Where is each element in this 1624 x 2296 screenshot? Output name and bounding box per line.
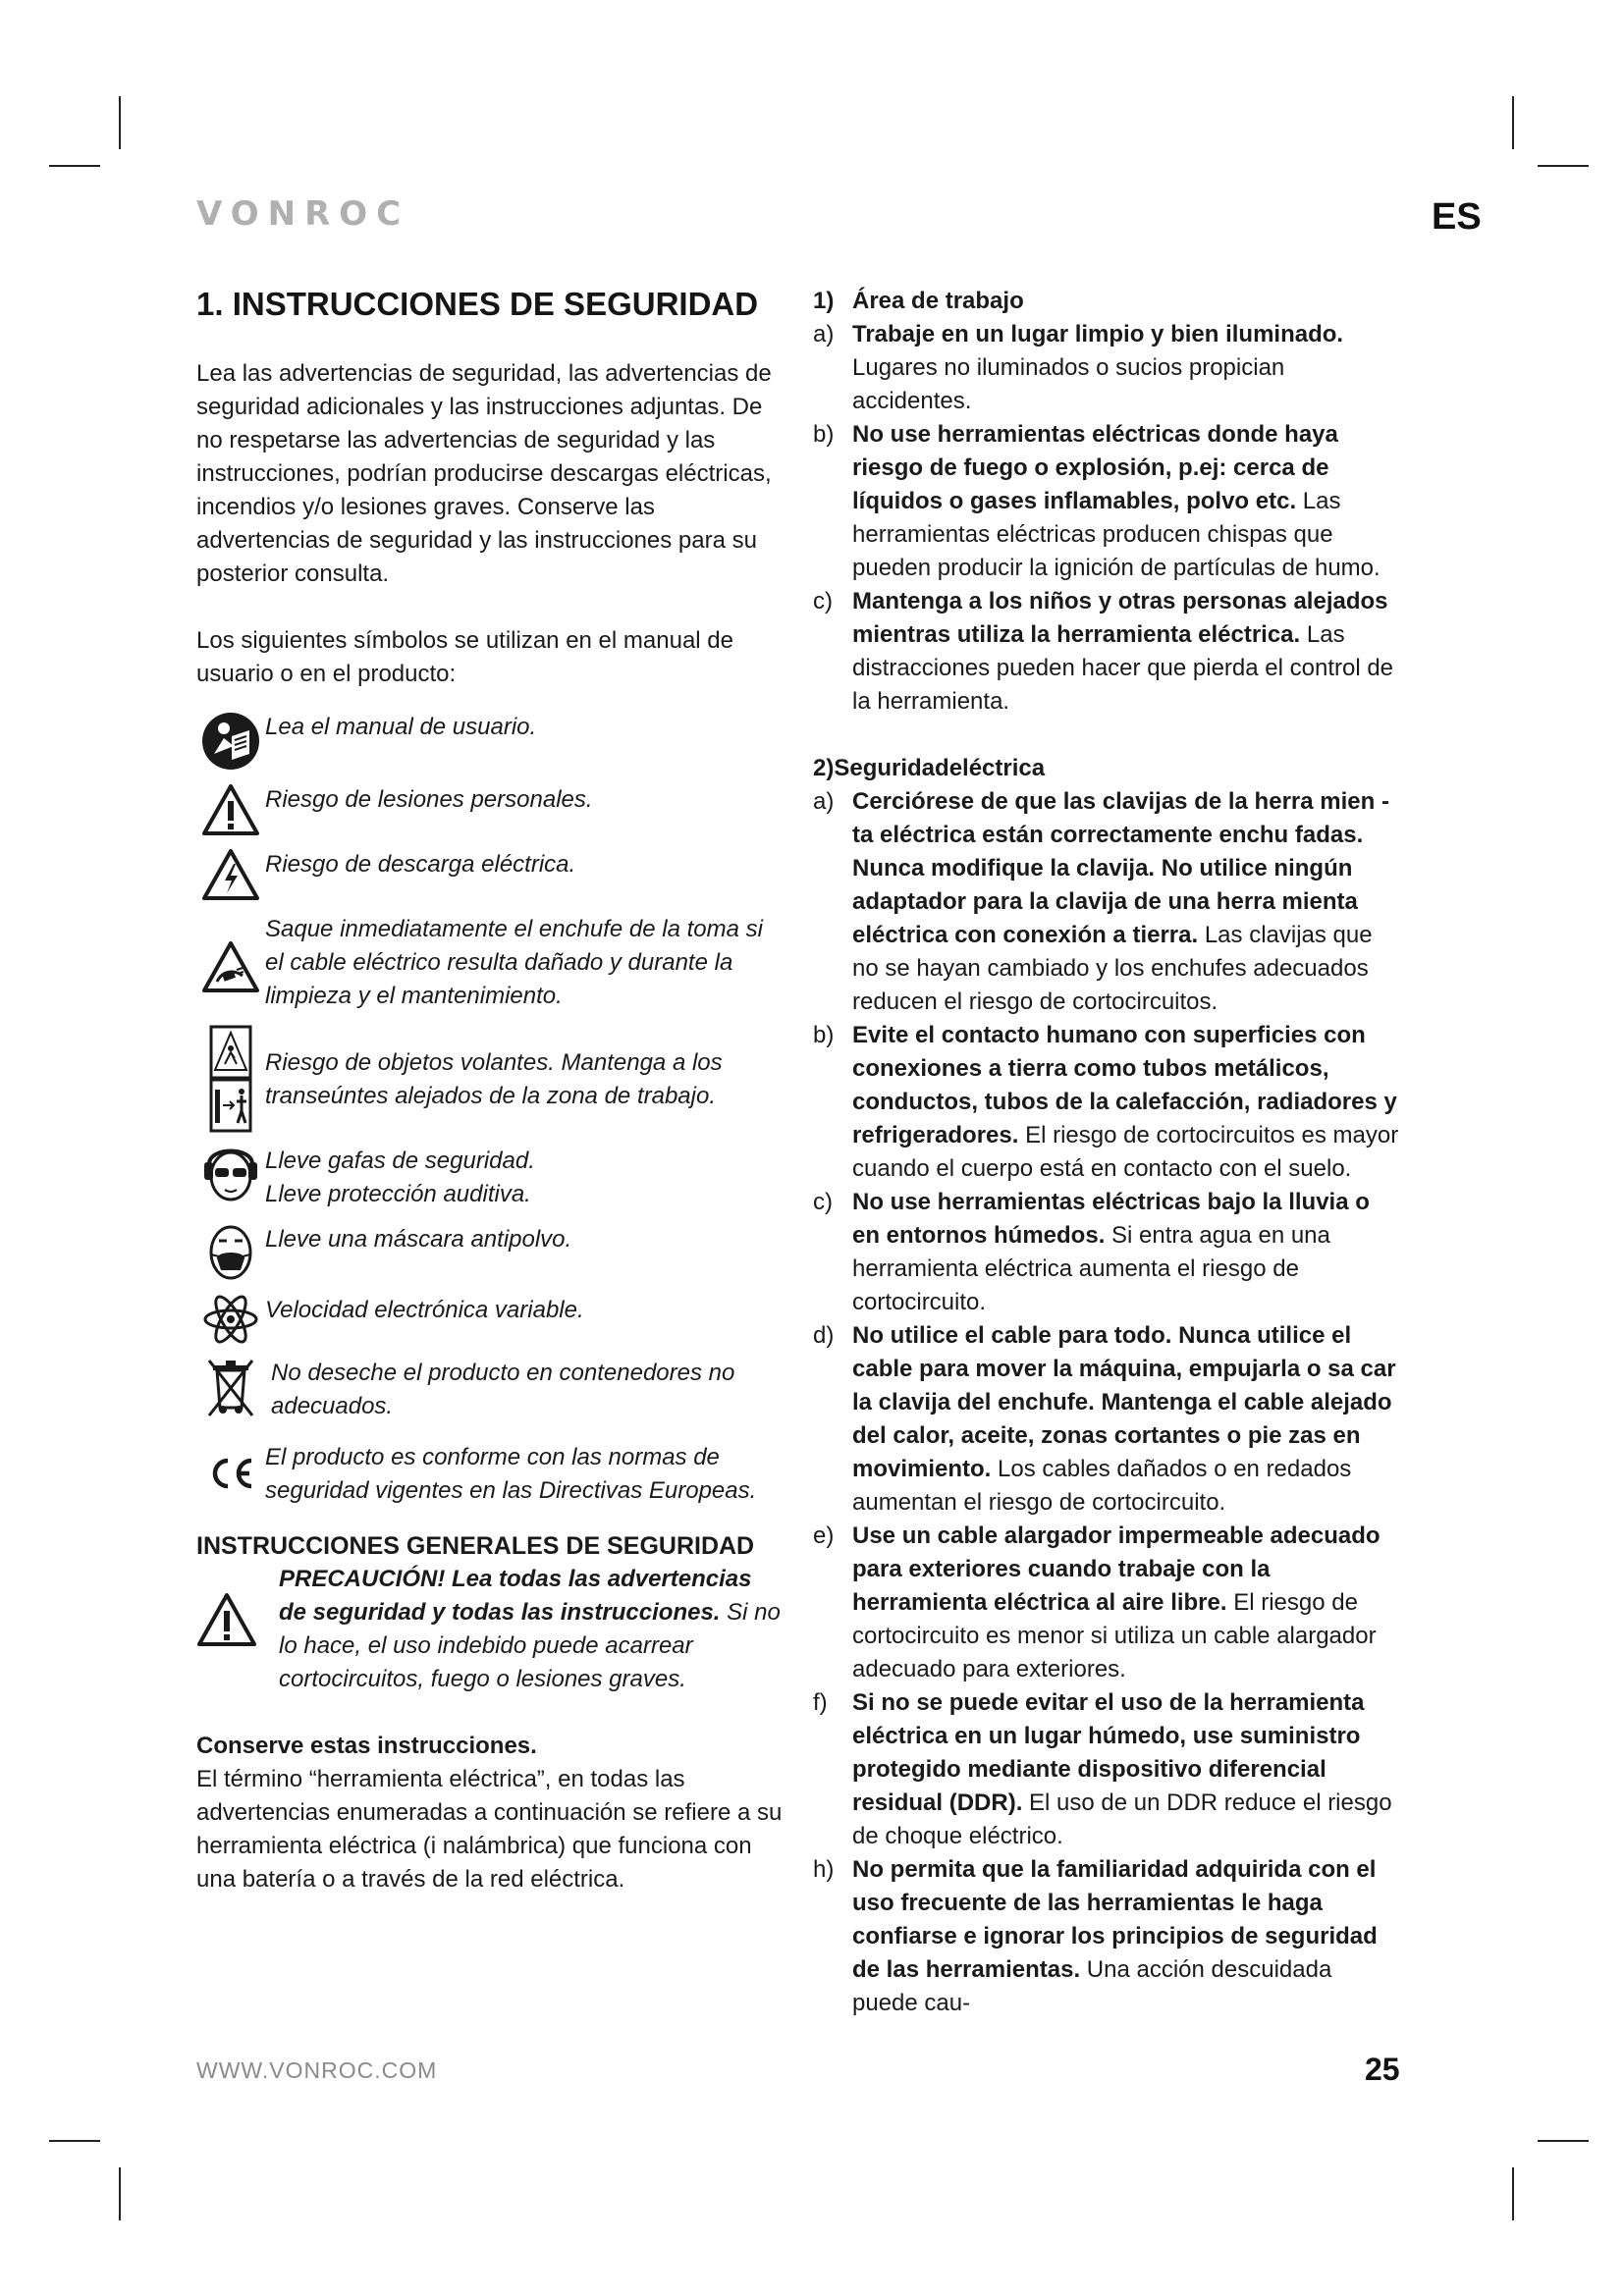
- crop-mark: [49, 165, 100, 167]
- keep-instructions-title: Conserve estas instrucciones.: [196, 1733, 537, 1759]
- list-item: [813, 1019, 1402, 1186]
- symbol-row: [196, 1357, 785, 1423]
- read-manual-icon: [196, 711, 265, 772]
- item-body: [852, 1686, 1402, 1853]
- item-text: El riesgo de cortocircuito es menor si utiliza un cable alargador adecuado para exteriores.: [852, 1589, 1377, 1682]
- symbol-row: [196, 913, 785, 1013]
- item-bold: Use un cable alargador impermeable adecuado para exteriores cuando trabaje con la herramienta eléctrica al aire libre.: [852, 1522, 1380, 1616]
- symbol-row: [196, 711, 785, 772]
- page-number: 25: [1365, 2052, 1400, 2087]
- item-letter: c): [813, 1189, 833, 1215]
- list-item: [813, 1853, 1402, 2020]
- item-text: Lugares no iluminados o sucios propician accidentes.: [852, 354, 1285, 414]
- crop-mark: [1538, 2140, 1589, 2142]
- item-text: El riesgo de cortocircuitos es mayor cuando el cuerpo está en contacto con el suelo.: [852, 1122, 1399, 1182]
- crop-mark: [49, 2140, 100, 2142]
- item-body: [852, 418, 1402, 585]
- brand-logo: VONROC: [196, 194, 410, 234]
- item-body: [852, 785, 1402, 1019]
- section-title: 1. INSTRUCCIONES DE SEGURIDAD: [196, 286, 759, 322]
- item-letter: e): [813, 1522, 835, 1549]
- symbol-text: Riesgo de descarga eléctrica.: [265, 851, 576, 878]
- list-item: [813, 585, 1402, 719]
- symbol-text: Lleve gafas de seguridad. Lleve protección auditiva.: [265, 1148, 535, 1207]
- symbol-row: [196, 1145, 785, 1211]
- crop-mark: [1512, 2167, 1514, 2220]
- symbol-row: [196, 1025, 785, 1133]
- unplug-icon: [196, 913, 265, 993]
- left-column: [196, 285, 785, 1896]
- list-item: [813, 318, 1402, 418]
- symbol-row: [196, 1441, 785, 1508]
- item-bold: Cerciórese de que las clavijas de la herra mien - ta eléctrica están correctamente enchu fadas. Nunca modifique la clavija. No utilice ningún adaptador para la clavija de una herra mienta eléctrica con conexión a tierra.: [852, 788, 1389, 948]
- item-letter: a): [813, 321, 835, 347]
- symbol-text: Riesgo de objetos volantes. Mantenga a los transeúntes alejados de la zona de trabajo.: [265, 1049, 723, 1109]
- intro-paragraph: Lea las advertencias de seguridad, las advertencias de seguridad adicionales y las instrucciones adjuntas. De no respetarse las advertencias de seguridad y las instrucciones, podrían producirse descargas eléctricas, incendios y/o lesiones graves. Conserve las advertencias de seguridad y las instrucciones para su posterior consulta.: [196, 360, 772, 587]
- symbol-text: Saque inmediatamente el enchufe de la toma si el cable eléctrico resulta dañado y durante la limpieza y el mantenimiento.: [265, 916, 763, 1009]
- section-title: Área de trabajo: [852, 288, 1024, 314]
- keep-instructions-text: El término “herramienta eléctrica”, en todas las advertencias enumeradas a continuación se refiere a su herramienta eléctrica (i nalámbrica) que funciona con una batería o a través de la red eléctrica.: [196, 1766, 783, 1893]
- symbol-row: [196, 1223, 785, 1282]
- symbol-text: Lleve una máscara antipolvo.: [265, 1226, 572, 1253]
- crop-mark: [1512, 96, 1514, 149]
- warning-icon: [196, 1563, 279, 1647]
- crop-mark: [1538, 165, 1589, 167]
- electric-shock-icon: [196, 848, 265, 901]
- list-item: [813, 1520, 1402, 1686]
- wee-bin-icon: [196, 1357, 265, 1417]
- general-safety-title: INSTRUCCIONES GENERALES DE SEGURIDAD: [196, 1532, 755, 1560]
- language-code: ES: [1432, 196, 1482, 238]
- symbol-row: [196, 1294, 785, 1345]
- item-bold: No use herramientas eléctricas bajo la lluvia o en entornos húmedos.: [852, 1189, 1370, 1249]
- item-text: Los cables dañados o en redados aumentan el riesgo de cortocircuito.: [852, 1456, 1352, 1516]
- caution-text: [279, 1563, 785, 1696]
- list-item: [813, 418, 1402, 585]
- symbol-row: [196, 848, 785, 901]
- website-url: WWW.VONROC.COM: [196, 2057, 438, 2083]
- work-area-list: [813, 318, 1402, 719]
- item-body: [852, 1319, 1402, 1520]
- crop-mark: [119, 2167, 121, 2220]
- item-bold: Mantenga a los niños y otras personas alejados mientras utiliza la herramienta eléctrica.: [852, 588, 1388, 648]
- item-text: Si entra agua en una herramienta eléctrica aumenta el riesgo de cortocircuito.: [852, 1222, 1330, 1315]
- item-body: [852, 318, 1402, 418]
- symbol-text: Riesgo de lesiones personales.: [265, 786, 593, 813]
- item-bold: No permita que la familiaridad adquirida con el uso frecuente de las herramientas le haga confiarse e ignorar los principios de seguridad de las herramientas.: [852, 1856, 1378, 1983]
- item-bold: Trabaje en un lugar limpio y bien iluminado.: [852, 321, 1344, 347]
- symbol-text: Lea el manual de usuario.: [265, 714, 537, 740]
- flying-objects-icon: [196, 1025, 265, 1133]
- item-text: Una acción descuidada puede cau-: [852, 1956, 1332, 2016]
- electrical-safety-list: [813, 785, 1402, 2020]
- section-heading: [813, 285, 1402, 318]
- item-body: [852, 585, 1402, 719]
- goggles-earmuffs-icon: [196, 1145, 265, 1203]
- item-bold: Evite el contacto humano con superficies con conexiones a tierra como tubos metálicos, conductos, tubos de la calefacción, radiadores y refrigeradores.: [852, 1022, 1397, 1148]
- list-item: [813, 785, 1402, 1019]
- list-item: [813, 1186, 1402, 1319]
- section-title: 2)Seguridadeléctrica: [813, 755, 1046, 781]
- symbol-text: El producto es conforme con las normas de seguridad vigentes en las Directivas Europeas.: [265, 1444, 757, 1504]
- warning-icon: [196, 783, 265, 836]
- item-bold: Si no se puede evitar el uso de la herramienta eléctrica en un lugar húmedo, use suministro protegido mediante dispositivo diferencial residual (DDR).: [852, 1689, 1365, 1816]
- symbol-row: [196, 783, 785, 836]
- item-body: [852, 1186, 1402, 1319]
- item-letter: b): [813, 1022, 835, 1048]
- item-body: [852, 1520, 1402, 1686]
- caution-block: [196, 1563, 785, 1696]
- item-text: El uso de un DDR reduce el riesgo de choque eléctrico.: [852, 1789, 1392, 1849]
- symbol-text: No deseche el producto en contenedores no adecuados.: [271, 1360, 735, 1419]
- item-letter: h): [813, 1856, 835, 1883]
- dust-mask-icon: [196, 1223, 265, 1282]
- item-body: [852, 1853, 1402, 2020]
- item-bold: No utilice el cable para todo. Nunca utilice el cable para mover la máquina, empujarla o sa car la clavija del enchufe. Mantenga el cable alejado del calor, aceite, zonas cortantes o pie zas en movimiento.: [852, 1322, 1396, 1482]
- variable-speed-icon: [196, 1294, 265, 1345]
- right-column: [813, 285, 1402, 2020]
- item-letter: b): [813, 421, 835, 448]
- section-number: 1): [813, 288, 835, 314]
- ce-mark-icon: [196, 1441, 265, 1490]
- item-body: [852, 1019, 1402, 1186]
- symbols-intro: Los siguientes símbolos se utilizan en el manual de usuario o en el producto:: [196, 627, 733, 687]
- list-item: [813, 1686, 1402, 1853]
- item-text: Las distracciones pueden hacer que pierda el control de la herramienta.: [852, 621, 1394, 715]
- crop-mark: [119, 96, 121, 149]
- item-letter: c): [813, 588, 833, 614]
- caution-rest: Si no lo hace, el uso indebido puede acarrear cortocircuitos, fuego o lesiones graves.: [279, 1599, 781, 1692]
- item-text: Las clavijas que no se hayan cambiado y los enchufes adecuados reducen el riesgo de cortocircuitos.: [852, 922, 1373, 1015]
- symbol-text: Velocidad electrónica variable.: [265, 1297, 584, 1323]
- item-letter: a): [813, 788, 835, 815]
- symbol-list: [196, 711, 785, 1508]
- item-letter: f): [813, 1689, 828, 1716]
- item-text: Las herramientas eléctricas producen chispas que pueden producir la ignición de partículas de humo.: [852, 488, 1380, 581]
- caution-bold: PRECAUCIÓN! Lea todas las advertencias de seguridad y todas las instrucciones.: [279, 1566, 752, 1626]
- item-letter: d): [813, 1322, 835, 1349]
- item-bold: No use herramientas eléctricas donde haya riesgo de fuego o explosión, p.ej: cerca de líquidos o gases inflamables, polvo etc.: [852, 421, 1338, 514]
- list-item: [813, 1319, 1402, 1520]
